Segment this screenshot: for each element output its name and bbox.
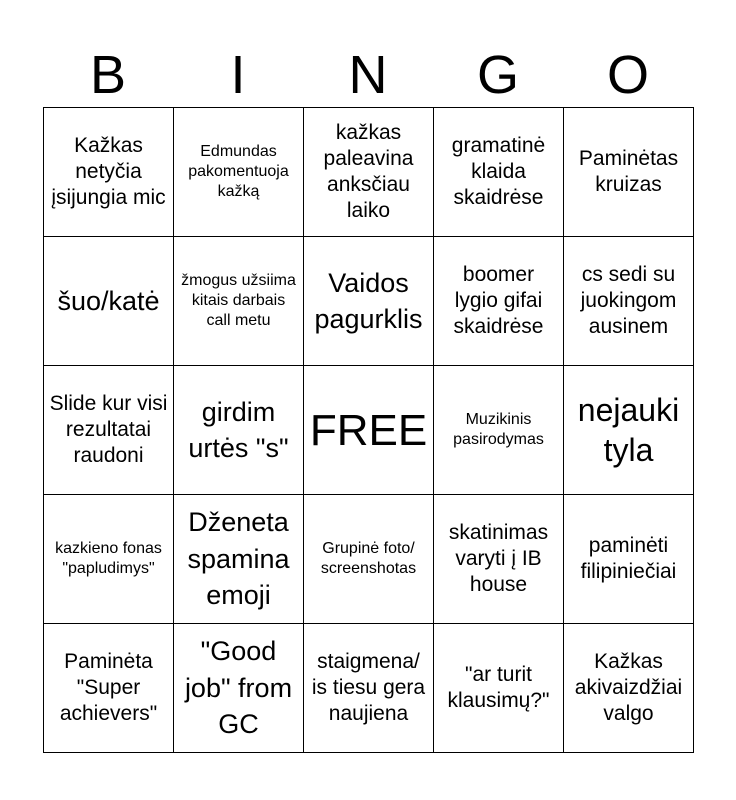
- bingo-board: [43, 107, 694, 753]
- bingo-cell[interactable]: Grupinė foto/ screenshotas: [304, 495, 434, 624]
- bingo-cell[interactable]: kazkieno fonas "papludimys": [44, 495, 174, 624]
- bingo-cell[interactable]: boomer lygio gifai skaidrėse: [434, 237, 564, 366]
- board-row: [44, 495, 694, 624]
- bingo-cell[interactable]: Slide kur visi rezultatai raudoni: [44, 366, 174, 495]
- header-letter-o: O: [606, 45, 649, 105]
- bingo-cell[interactable]: Muzikinis pasirodymas: [434, 366, 564, 495]
- bingo-cell[interactable]: girdim urtės "s": [174, 366, 304, 495]
- bingo-cell[interactable]: Paminėtas kruizas: [564, 108, 694, 237]
- header-letter-i: I: [230, 45, 246, 105]
- bingo-cell[interactable]: Kažkas akivaizdžiai valgo: [564, 624, 694, 753]
- bingo-cell[interactable]: Dženeta spamina emoji: [174, 495, 304, 624]
- header-letter-n: N: [348, 45, 388, 105]
- board-row: [44, 366, 694, 495]
- free-cell[interactable]: FREE: [304, 366, 434, 495]
- bingo-cell[interactable]: gramatinė klaida skaidrėse: [434, 108, 564, 237]
- bingo-cell[interactable]: Paminėta "Super achievers": [44, 624, 174, 753]
- header-letter-b: B: [89, 45, 127, 105]
- board-row: [44, 624, 694, 753]
- bingo-header: [43, 42, 693, 108]
- bingo-cell[interactable]: "Good job" from GC: [174, 624, 304, 753]
- bingo-cell[interactable]: žmogus užsiima kitais darbais call metu: [174, 237, 304, 366]
- bingo-cell[interactable]: cs sedi su juokingom ausinem: [564, 237, 694, 366]
- bingo-cell[interactable]: kažkas paleavina anksčiau laiko: [304, 108, 434, 237]
- bingo-cell[interactable]: Kažkas netyčia įsijungia mic: [44, 108, 174, 237]
- board-row: [44, 237, 694, 366]
- bingo-cell[interactable]: staigmena/ is tiesu gera naujiena: [304, 624, 434, 753]
- bingo-cell[interactable]: paminėti filipiniečiai: [564, 495, 694, 624]
- bingo-cell[interactable]: skatinimas varyti į IB house: [434, 495, 564, 624]
- bingo-cell[interactable]: Edmundas pakomentuoja kažką: [174, 108, 304, 237]
- bingo-cell[interactable]: "ar turit klausimų?": [434, 624, 564, 753]
- board-row: [44, 108, 694, 237]
- bingo-cell[interactable]: Vaidos pagurklis: [304, 237, 434, 366]
- bingo-cell[interactable]: nejauki tyla: [564, 366, 694, 495]
- header-letter-g: G: [476, 45, 519, 105]
- bingo-cell[interactable]: šuo/katė: [44, 237, 174, 366]
